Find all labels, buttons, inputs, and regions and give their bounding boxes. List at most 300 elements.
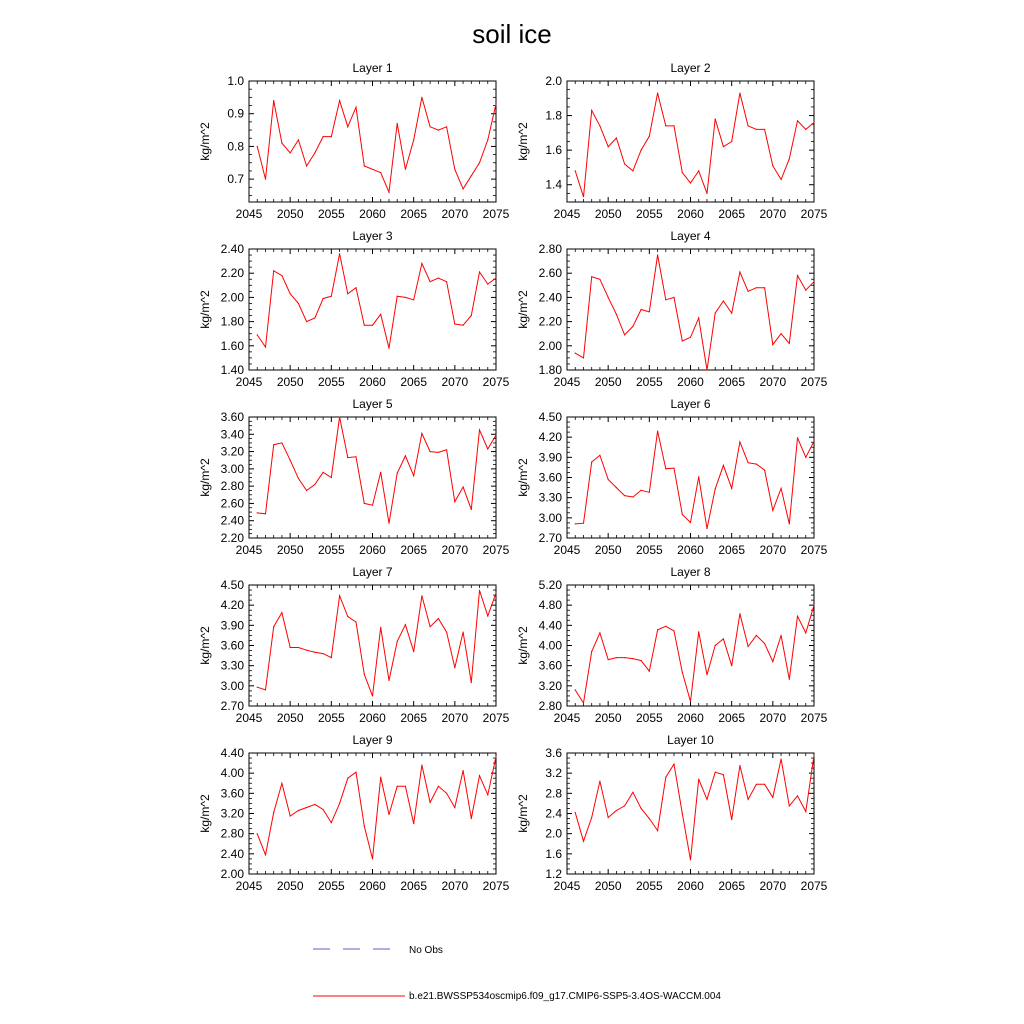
data-point <box>405 169 406 170</box>
data-point <box>454 667 455 668</box>
x-tick-label: 2065 <box>718 207 746 221</box>
data-point <box>797 120 798 121</box>
data-point <box>764 784 765 785</box>
data-point <box>405 624 406 625</box>
data-point <box>641 490 642 491</box>
data-point <box>463 325 464 326</box>
data-point <box>314 484 315 485</box>
y-tick-label: 2.80 <box>220 826 244 841</box>
data-point <box>772 165 773 166</box>
data-point <box>405 455 406 456</box>
data-point <box>273 812 274 813</box>
data-point <box>306 490 307 491</box>
data-point <box>591 110 592 111</box>
data-point <box>665 468 666 469</box>
data-point <box>487 615 488 616</box>
data-point <box>649 492 650 493</box>
x-tick-label: 2065 <box>718 711 746 725</box>
data-point <box>632 170 633 171</box>
x-tick-label: 2045 <box>235 711 263 725</box>
y-tick-label: 2.70 <box>220 699 244 713</box>
data-point <box>347 778 348 779</box>
data-point <box>657 431 658 432</box>
data-point <box>698 170 699 171</box>
data-point <box>599 455 600 456</box>
panel-title: Layer 7 <box>352 565 393 579</box>
data-point <box>438 452 439 453</box>
data-point <box>405 786 406 787</box>
data-point <box>682 514 683 515</box>
y-tick-label: 3.20 <box>538 678 562 693</box>
data-point <box>273 100 274 101</box>
data-point <box>355 456 356 457</box>
data-point <box>347 126 348 127</box>
data-point <box>257 833 258 834</box>
data-point <box>298 478 299 479</box>
x-tick-label: 2050 <box>276 207 304 221</box>
data-point <box>438 786 439 787</box>
y-tick-label: 3.60 <box>220 638 244 653</box>
data-point <box>739 765 740 766</box>
x-tick-label: 2065 <box>400 711 428 725</box>
data-point <box>471 509 472 510</box>
x-tick-label: 2055 <box>635 375 663 389</box>
data-point <box>748 646 749 647</box>
y-tick-label: 1.8 <box>545 108 562 123</box>
data-point <box>797 275 798 276</box>
data-point <box>789 343 790 344</box>
data-point <box>616 657 617 658</box>
data-point <box>413 475 414 476</box>
data-point <box>430 802 431 803</box>
y-tick-label: 2.70 <box>538 531 562 545</box>
y-tick-label: 3.6 <box>545 746 562 760</box>
data-point <box>690 522 691 523</box>
data-point <box>772 510 773 511</box>
data-point <box>657 830 658 831</box>
panel-title: Layer 10 <box>667 733 714 747</box>
data-point <box>413 651 414 652</box>
data-point <box>641 309 642 310</box>
x-tick-label: 2065 <box>400 207 428 221</box>
data-point <box>616 137 617 138</box>
y-tick-label: 1.40 <box>220 363 244 377</box>
data-point <box>388 680 389 681</box>
data-point <box>632 792 633 793</box>
data-point <box>698 631 699 632</box>
y-tick-label: 4.20 <box>538 430 562 445</box>
y-tick-label: 2.60 <box>538 266 562 281</box>
data-point <box>388 348 389 349</box>
data-point <box>583 702 584 703</box>
data-point <box>739 441 740 442</box>
data-point <box>756 464 757 465</box>
data-point <box>265 689 266 690</box>
data-point <box>331 822 332 823</box>
x-tick-label: 2050 <box>594 711 622 725</box>
data-point <box>731 665 732 666</box>
x-tick-label: 2055 <box>635 207 663 221</box>
data-point <box>281 612 282 613</box>
data-point <box>430 281 431 282</box>
data-point <box>657 629 658 630</box>
x-tick-label: 2055 <box>635 711 663 725</box>
y-tick-label: 3.60 <box>220 786 244 801</box>
data-point <box>273 444 274 445</box>
y-tick-label: 2.20 <box>220 531 244 545</box>
data-point <box>706 528 707 529</box>
data-point <box>339 100 340 101</box>
x-tick-label: 2055 <box>317 207 345 221</box>
y-tick-label: 3.60 <box>538 470 562 485</box>
data-point <box>446 449 447 450</box>
y-tick-label: 1.6 <box>545 143 562 158</box>
data-point <box>372 325 373 326</box>
data-point <box>608 817 609 818</box>
data-point <box>290 152 291 153</box>
data-point <box>298 303 299 304</box>
y-tick-label: 2.60 <box>220 496 244 511</box>
y-tick-label: 3.30 <box>220 658 244 673</box>
data-point <box>690 859 691 860</box>
x-tick-label: 2055 <box>635 879 663 893</box>
y-tick-label: 2.40 <box>538 290 562 305</box>
y-tick-label: 0.8 <box>227 139 244 154</box>
data-point <box>715 488 716 489</box>
data-point <box>380 777 381 778</box>
data-point <box>257 687 258 688</box>
data-point <box>682 172 683 173</box>
data-point <box>281 442 282 443</box>
data-point <box>265 854 266 855</box>
data-point <box>805 129 806 130</box>
data-point <box>690 182 691 183</box>
data-point <box>495 435 496 436</box>
data-point <box>265 513 266 514</box>
data-point <box>372 695 373 696</box>
data-point <box>257 334 258 335</box>
data-point <box>355 107 356 108</box>
y-tick-label: 2.40 <box>220 242 244 256</box>
panel-title: Layer 5 <box>352 397 393 411</box>
panel-title: Layer 8 <box>670 565 711 579</box>
y-tick-label: 3.90 <box>220 618 244 633</box>
x-tick-label: 2065 <box>718 879 746 893</box>
data-point <box>706 799 707 800</box>
data-point <box>698 317 699 318</box>
data-point <box>364 325 365 326</box>
y-tick-label: 3.00 <box>538 510 562 525</box>
data-point <box>624 657 625 658</box>
data-point <box>397 641 398 642</box>
data-point <box>380 172 381 173</box>
data-point <box>781 635 782 636</box>
data-point <box>682 813 683 814</box>
data-point <box>649 136 650 137</box>
x-tick-label: 2075 <box>482 543 510 557</box>
data-point <box>479 429 480 430</box>
y-tick-label: 3.20 <box>220 806 244 821</box>
data-point <box>748 799 749 800</box>
y-tick-label: 2.20 <box>220 266 244 281</box>
data-point <box>748 125 749 126</box>
x-tick-label: 2075 <box>482 711 510 725</box>
y-axis-label: kg/m^2 <box>198 122 212 161</box>
data-point <box>290 293 291 294</box>
data-point <box>421 97 422 98</box>
data-point <box>479 271 480 272</box>
data-point <box>290 460 291 461</box>
x-tick-label: 2045 <box>553 207 581 221</box>
x-tick-label: 2065 <box>718 543 746 557</box>
data-point <box>323 136 324 137</box>
data-point <box>372 858 373 859</box>
data-point <box>706 674 707 675</box>
data-point <box>446 126 447 127</box>
y-tick-label: 2.80 <box>538 699 562 713</box>
data-point <box>748 462 749 463</box>
data-point <box>673 468 674 469</box>
data-point <box>495 277 496 278</box>
data-point <box>421 263 422 264</box>
data-point <box>805 632 806 633</box>
data-point <box>591 651 592 652</box>
data-point <box>673 297 674 298</box>
data-point <box>281 783 282 784</box>
data-point <box>665 299 666 300</box>
data-point <box>298 810 299 811</box>
data-point <box>805 290 806 291</box>
x-tick-label: 2070 <box>759 879 787 893</box>
data-point <box>463 188 464 189</box>
panel-title: Layer 6 <box>670 397 711 411</box>
data-point <box>380 314 381 315</box>
y-tick-label: 3.60 <box>220 410 244 424</box>
data-point <box>463 632 464 633</box>
y-axis-label: kg/m^2 <box>198 626 212 665</box>
data-point <box>797 616 798 617</box>
data-point <box>608 659 609 660</box>
data-point <box>813 605 814 606</box>
data-point <box>281 143 282 144</box>
data-point <box>388 192 389 193</box>
data-point <box>575 170 576 171</box>
data-point <box>495 756 496 757</box>
x-tick-label: 2045 <box>235 375 263 389</box>
data-point <box>575 812 576 813</box>
x-tick-label: 2060 <box>359 543 386 557</box>
data-point <box>591 276 592 277</box>
y-axis-label: kg/m^2 <box>516 626 530 665</box>
data-point <box>273 626 274 627</box>
y-axis-label: kg/m^2 <box>198 290 212 329</box>
data-point <box>698 779 699 780</box>
data-point <box>347 293 348 294</box>
y-tick-label: 2.40 <box>220 846 244 861</box>
data-point <box>715 313 716 314</box>
x-tick-label: 2050 <box>594 375 622 389</box>
data-point <box>487 448 488 449</box>
data-point <box>331 296 332 297</box>
data-point <box>789 805 790 806</box>
data-point <box>715 772 716 773</box>
x-tick-label: 2065 <box>400 543 428 557</box>
x-tick-label: 2075 <box>482 879 510 893</box>
data-point <box>421 765 422 766</box>
y-tick-label: 3.30 <box>538 490 562 505</box>
data-point <box>764 287 765 288</box>
data-point <box>339 416 340 417</box>
panel-title: Layer 9 <box>352 733 393 747</box>
data-point <box>323 298 324 299</box>
data-point <box>781 179 782 180</box>
data-point <box>438 618 439 619</box>
data-point <box>454 501 455 502</box>
data-point <box>397 473 398 474</box>
y-tick-label: 0.9 <box>227 106 244 121</box>
data-point <box>805 457 806 458</box>
y-tick-label: 3.00 <box>220 461 244 476</box>
data-point <box>575 353 576 354</box>
y-tick-label: 4.50 <box>220 578 244 592</box>
data-point <box>388 523 389 524</box>
data-point <box>583 841 584 842</box>
data-point <box>608 479 609 480</box>
data-point <box>495 103 496 104</box>
y-axis-label: kg/m^2 <box>516 458 530 497</box>
x-tick-label: 2050 <box>594 879 622 893</box>
data-point <box>479 162 480 163</box>
data-point <box>813 441 814 442</box>
y-tick-label: 3.2 <box>545 766 562 781</box>
data-point <box>599 781 600 782</box>
data-point <box>583 357 584 358</box>
x-tick-label: 2070 <box>441 375 469 389</box>
data-point <box>632 326 633 327</box>
data-point <box>715 118 716 119</box>
data-point <box>257 146 258 147</box>
data-point <box>331 136 332 137</box>
data-point <box>723 300 724 301</box>
data-point <box>591 461 592 462</box>
data-point <box>813 281 814 282</box>
y-tick-label: 3.20 <box>220 444 244 459</box>
data-point <box>673 125 674 126</box>
data-point <box>805 811 806 812</box>
data-point <box>616 810 617 811</box>
data-point <box>463 770 464 771</box>
data-point <box>471 682 472 683</box>
data-point <box>764 129 765 130</box>
data-point <box>430 451 431 452</box>
data-point <box>265 346 266 347</box>
x-tick-label: 2075 <box>800 543 828 557</box>
x-tick-label: 2070 <box>441 207 469 221</box>
x-tick-label: 2065 <box>718 375 746 389</box>
data-point <box>471 175 472 176</box>
y-tick-label: 2.00 <box>220 290 244 305</box>
x-tick-label: 2060 <box>677 711 704 725</box>
y-tick-label: 4.40 <box>220 746 244 760</box>
data-point <box>616 487 617 488</box>
x-tick-label: 2075 <box>800 375 828 389</box>
data-point <box>673 764 674 765</box>
x-tick-label: 2045 <box>553 711 581 725</box>
data-point <box>323 653 324 654</box>
data-point <box>723 774 724 775</box>
data-point <box>698 476 699 477</box>
x-tick-label: 2070 <box>759 207 787 221</box>
data-point <box>413 299 414 300</box>
data-point <box>454 807 455 808</box>
x-tick-label: 2045 <box>553 543 581 557</box>
data-point <box>731 488 732 489</box>
data-point <box>421 433 422 434</box>
data-point <box>454 169 455 170</box>
data-point <box>479 775 480 776</box>
data-point <box>789 523 790 524</box>
x-tick-label: 2065 <box>400 879 428 893</box>
data-point <box>682 340 683 341</box>
y-tick-label: 3.60 <box>538 658 562 673</box>
x-tick-label: 2050 <box>594 543 622 557</box>
data-point <box>290 815 291 816</box>
data-point <box>739 613 740 614</box>
data-point <box>314 317 315 318</box>
data-point <box>748 291 749 292</box>
data-point <box>706 369 707 370</box>
x-tick-label: 2060 <box>677 543 704 557</box>
data-point <box>665 125 666 126</box>
data-point <box>756 784 757 785</box>
data-point <box>372 169 373 170</box>
data-point <box>438 277 439 278</box>
data-point <box>471 818 472 819</box>
panel-title: Layer 4 <box>670 229 711 243</box>
y-tick-label: 4.20 <box>220 598 244 613</box>
y-tick-label: 1.60 <box>220 338 244 353</box>
x-tick-label: 2055 <box>317 375 345 389</box>
x-tick-label: 2070 <box>759 375 787 389</box>
x-tick-label: 2045 <box>235 543 263 557</box>
data-point <box>583 523 584 524</box>
x-tick-label: 2045 <box>235 879 263 893</box>
x-tick-label: 2050 <box>594 207 622 221</box>
data-point <box>265 179 266 180</box>
data-point <box>756 635 757 636</box>
y-tick-label: 2.0 <box>545 74 562 88</box>
data-point <box>723 638 724 639</box>
y-tick-label: 3.40 <box>220 427 244 442</box>
data-point <box>290 647 291 648</box>
y-tick-label: 5.20 <box>538 578 562 592</box>
data-point <box>649 818 650 819</box>
data-point <box>608 297 609 298</box>
x-tick-label: 2060 <box>359 711 386 725</box>
data-point <box>323 472 324 473</box>
data-point <box>649 671 650 672</box>
data-point <box>339 253 340 254</box>
y-tick-label: 4.00 <box>220 766 244 781</box>
data-point <box>731 819 732 820</box>
main-title: soil ice <box>472 19 552 49</box>
x-tick-label: 2075 <box>800 711 828 725</box>
data-point <box>797 437 798 438</box>
data-point <box>624 495 625 496</box>
x-tick-label: 2055 <box>635 543 663 557</box>
data-point <box>772 661 773 662</box>
data-point <box>665 626 666 627</box>
